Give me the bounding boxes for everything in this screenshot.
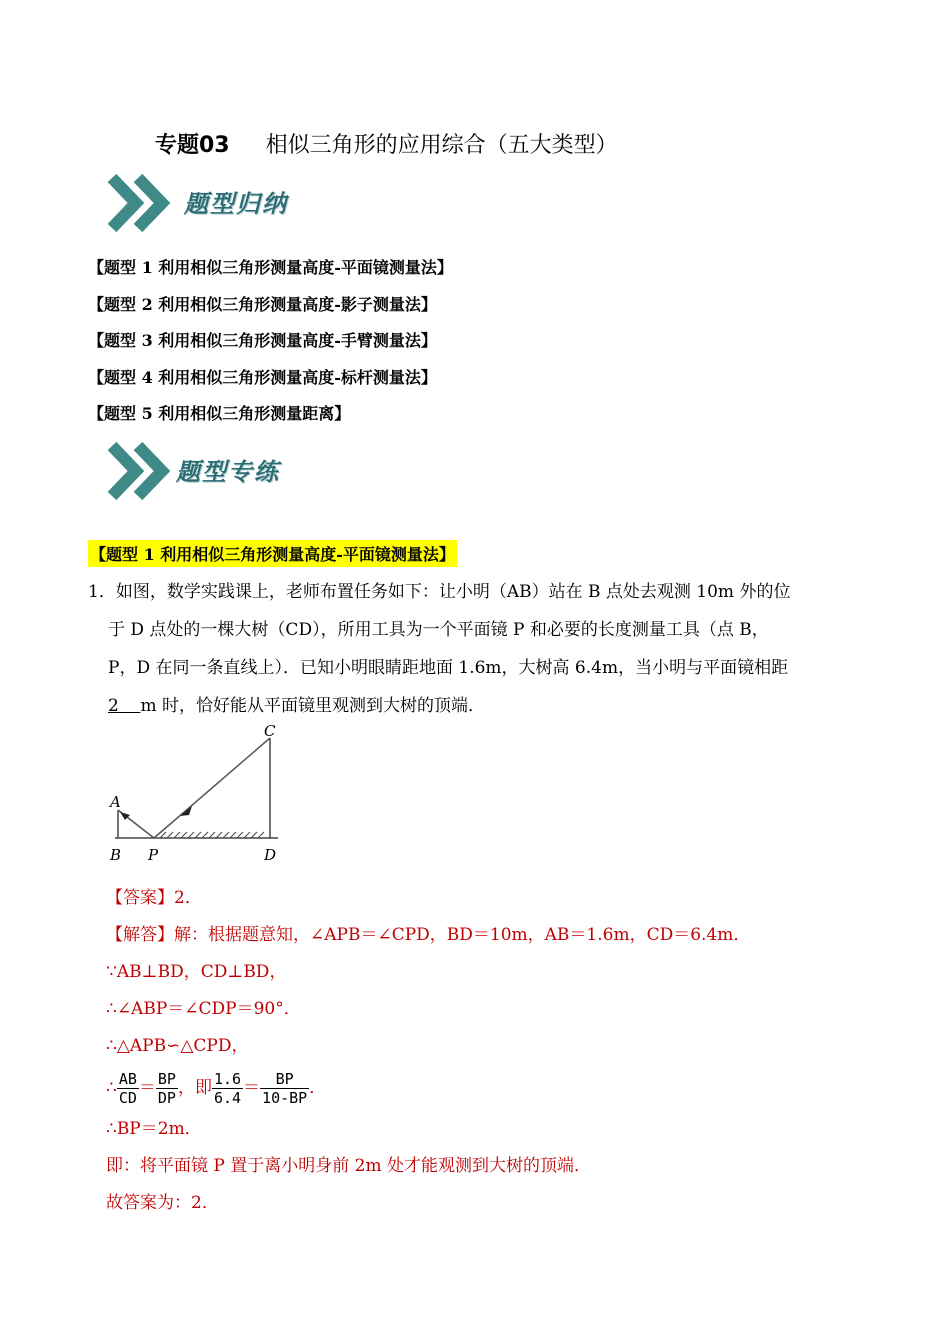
answer-step: ∵AB⊥BD，CD⊥BD， bbox=[106, 962, 287, 982]
question bbox=[88, 573, 868, 725]
answer-fraction-step: ∴ $\frac{AB}{CD}$ ＝ $\frac{BP}{DP}$ ，即 $\frac{1.6}{6.4}$ ＝ $\frac{BP}{10-BP}$ ． bbox=[106, 1070, 327, 1107]
question-line: P，D 在同一条直线上）．已知小明眼睛距地面 1.6m，大树高 6.4m，当小明与平面镜相距 bbox=[108, 658, 789, 678]
fraction-bp-10bp: $\frac{BP}{10-BP}$ bbox=[262, 1070, 308, 1107]
type-list bbox=[88, 250, 453, 433]
fraction-16-64: $\frac{1.6}{6.4}$ bbox=[213, 1070, 242, 1107]
answer-label: 【答案】2． bbox=[106, 888, 202, 908]
double-chevron-icon bbox=[104, 440, 184, 502]
title-sub: 相似三角形的应用综合（五大类型） bbox=[265, 133, 618, 158]
label-p: P bbox=[148, 846, 159, 864]
label-c: C bbox=[264, 722, 276, 740]
question-line: 于 D 点处的一棵大树（CD），所用工具为一个平面镜 P 和必要的长度测量工具（点 B， bbox=[108, 620, 769, 640]
summary-banner-text: 题型归纳 bbox=[184, 189, 288, 218]
question-line: 1．如图，数学实践课上，老师布置任务如下：让小明（AB）站在 B 点处去观测 10m 外的位 bbox=[88, 582, 791, 602]
type-list-item: 【题型 2 利用相似三角形测量高度-影子测量法】 bbox=[88, 294, 437, 314]
mirror-figure bbox=[100, 720, 300, 870]
answer-solution: 【解答】解：根据题意知，∠APB＝∠CPD，BD＝10m，AB＝1.6m，CD＝6.4m． bbox=[106, 925, 751, 945]
double-chevron-icon bbox=[104, 172, 184, 234]
question-line-rest: m 时，恰好能从平面镜里观测到大树的顶端． bbox=[140, 696, 485, 716]
answer-step: ∴∠ABP＝∠CDP＝90°． bbox=[106, 999, 301, 1019]
fraction-ab-cd: $\frac{AB}{CD}$ bbox=[118, 1070, 137, 1107]
label-b: B bbox=[110, 846, 122, 864]
answer-step: ∴△APB∽△CPD， bbox=[106, 1036, 249, 1056]
answer-step: ∴BP＝2m． bbox=[106, 1119, 202, 1139]
practice-banner bbox=[104, 440, 344, 502]
answer-block bbox=[106, 880, 750, 1222]
title-main: 专题03 bbox=[155, 133, 230, 158]
label-d: D bbox=[264, 846, 277, 864]
answer-final: 故答案为：2． bbox=[106, 1193, 219, 1213]
type-list-item: 【题型 4 利用相似三角形测量高度-标杆测量法】 bbox=[88, 367, 437, 387]
question-blank-answer: 2 bbox=[108, 696, 119, 716]
section-heading: 【题型 1 利用相似三角形测量高度-平面镜测量法】 bbox=[88, 540, 457, 567]
fraction-bp-dp: $\frac{BP}{DP}$ bbox=[157, 1070, 176, 1107]
type-list-item: 【题型 3 利用相似三角形测量高度-手臂测量法】 bbox=[88, 331, 437, 350]
summary-banner bbox=[104, 172, 344, 234]
ground-hatching bbox=[160, 832, 264, 838]
page-title bbox=[155, 128, 618, 159]
ray-cp bbox=[154, 738, 270, 838]
answer-step: 即：将平面镜 P 置于离小明身前 2m 处才能观测到大树的顶端． bbox=[106, 1156, 591, 1176]
practice-banner-text: 题型专练 bbox=[176, 457, 280, 486]
label-a: A bbox=[110, 793, 121, 811]
type-list-item: 【题型 1 利用相似三角形测量高度-平面镜测量法】 bbox=[88, 258, 453, 277]
type-list-item: 【题型 5 利用相似三角形测量距离】 bbox=[88, 404, 351, 423]
